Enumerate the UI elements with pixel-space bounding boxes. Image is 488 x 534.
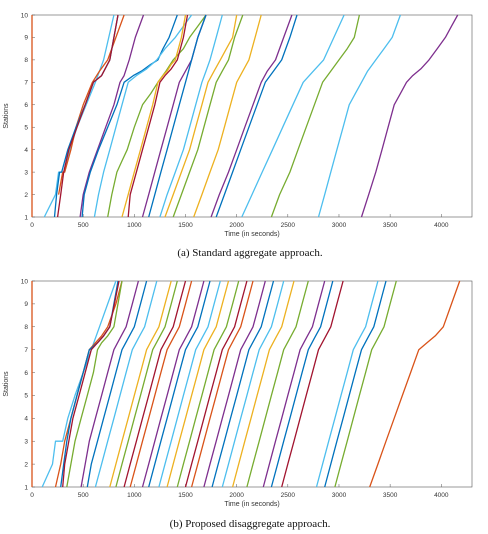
x-tick-label: 3000 (331, 492, 347, 499)
y-axis-label-b: Stations (3, 371, 10, 397)
y-axis-label-a: Stations (3, 103, 10, 129)
series-line-20 (192, 281, 253, 487)
y-tick-label: 6 (24, 102, 28, 110)
y-tick-label: 7 (24, 346, 28, 354)
y-ticks-b (21, 278, 35, 491)
x-tick-label: 1500 (178, 492, 193, 499)
y-tick-label: 8 (24, 57, 28, 65)
y-tick-label: 4 (24, 415, 28, 423)
plot-area-a (32, 15, 472, 217)
x-tick-label: 500 (77, 492, 89, 499)
series-line-11 (116, 281, 177, 487)
y-tick-label: 10 (20, 278, 28, 286)
series-line-32 (370, 281, 460, 487)
series-line-16 (159, 281, 220, 487)
x-tick-label: 2500 (280, 492, 296, 499)
series-line-5 (58, 15, 118, 217)
x-tick-label: 0 (30, 222, 34, 229)
series-line-24 (233, 281, 294, 487)
y-tick-label: 1 (24, 214, 28, 222)
series-line-26 (263, 281, 324, 487)
y-ticks-a (21, 12, 35, 221)
series-line-29 (317, 281, 378, 487)
x-tick-label: 4000 (434, 492, 449, 499)
chart-panel-b (3, 278, 472, 530)
x-tick-label: 2000 (229, 492, 244, 499)
series-line-14 (160, 15, 222, 217)
series-group-b (32, 281, 460, 487)
y-tick-label: 3 (24, 438, 28, 446)
x-ticks-a (30, 214, 449, 229)
y-tick-label: 6 (24, 369, 28, 377)
y-tick-label: 2 (24, 191, 28, 199)
y-tick-label: 5 (24, 392, 28, 400)
y-tick-label: 1 (24, 484, 28, 492)
x-tick-label: 1000 (127, 222, 142, 229)
series-line-27 (271, 281, 332, 487)
y-tick-label: 10 (20, 12, 28, 20)
caption-a: (a) Standard aggregate approach. (177, 247, 323, 259)
series-line-13 (149, 15, 206, 217)
series-group-a (32, 15, 458, 217)
y-tick-label: 2 (24, 461, 28, 469)
x-tick-label: 0 (30, 492, 34, 499)
chart-panel-a (3, 12, 472, 259)
x-tick-label: 3500 (382, 492, 398, 499)
x-tick-label: 2500 (280, 222, 296, 229)
series-line-4 (61, 281, 118, 487)
series-line-18 (211, 15, 292, 217)
x-axis-label-a: Time (in seconds) (224, 231, 280, 238)
x-tick-label: 3000 (331, 222, 347, 229)
y-tick-label: 8 (24, 324, 28, 332)
series-line-23 (362, 15, 458, 217)
series-line-20 (242, 15, 344, 217)
y-tick-label: 4 (24, 146, 28, 154)
series-line-13 (130, 281, 191, 487)
y-tick-label: 9 (24, 34, 28, 42)
series-line-8 (94, 15, 191, 217)
y-tick-label: 7 (24, 79, 28, 87)
y-tick-label: 5 (24, 124, 28, 132)
series-line-16 (173, 15, 243, 217)
series-line-10 (110, 281, 171, 487)
x-tick-label: 2000 (229, 222, 244, 229)
x-ticks-b (30, 484, 449, 499)
x-tick-label: 1500 (178, 222, 193, 229)
x-tick-label: 500 (77, 222, 89, 229)
x-axis-label-b: Time (in seconds) (224, 501, 280, 508)
x-tick-label: 1000 (127, 492, 142, 499)
x-tick-label: 3500 (382, 222, 398, 229)
series-line-22 (212, 281, 273, 487)
series-line-30 (325, 281, 386, 487)
x-tick-label: 4000 (434, 222, 449, 229)
y-tick-label: 3 (24, 169, 28, 177)
y-tick-label: 9 (24, 301, 28, 309)
caption-b: (b) Proposed disaggregate approach. (169, 518, 331, 530)
